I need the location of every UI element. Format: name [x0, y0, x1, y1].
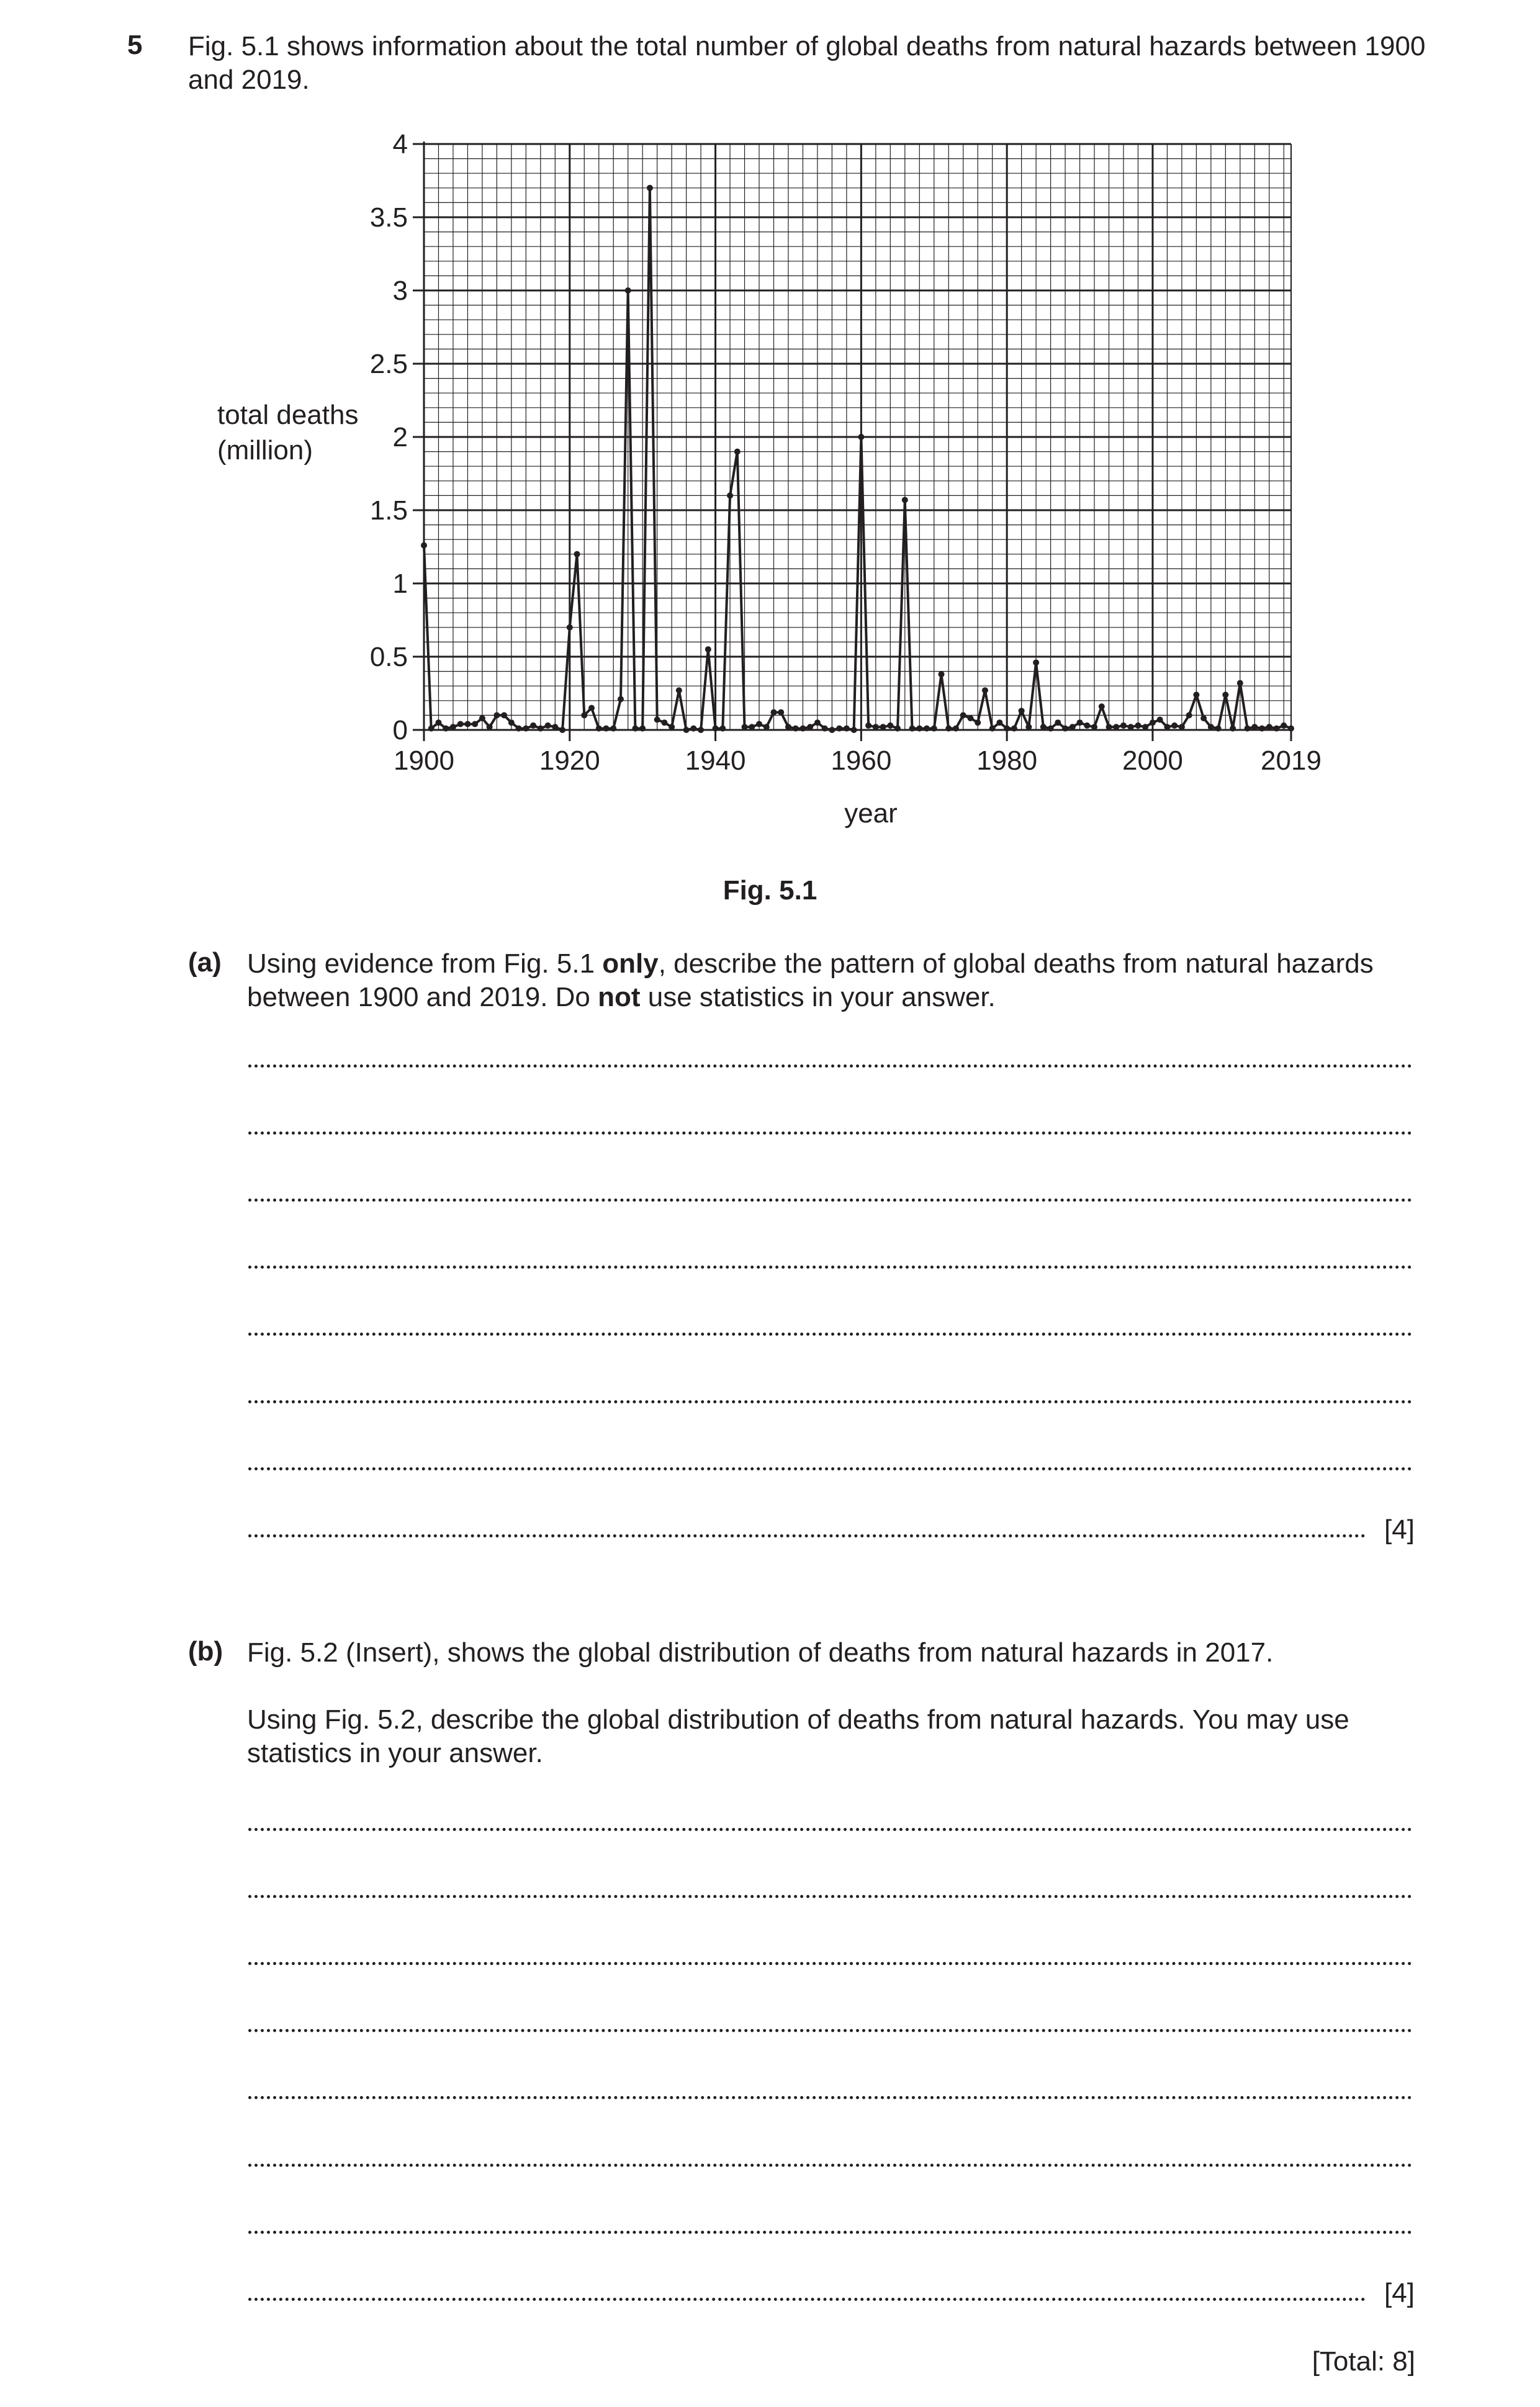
data-point [1150, 719, 1156, 726]
data-point [770, 709, 777, 716]
chart-series [421, 185, 1294, 733]
data-point [538, 726, 544, 732]
data-point [1288, 726, 1294, 732]
data-point [1069, 724, 1076, 730]
data-point [1164, 724, 1170, 730]
data-point [1215, 726, 1222, 732]
answer-line-b4[interactable] [248, 2029, 1412, 2032]
data-point [909, 726, 916, 732]
data-point [705, 646, 711, 652]
data-point [880, 724, 886, 730]
y-tick-label: 4 [392, 129, 408, 160]
total-marks: [Total: 8] [1312, 2346, 1415, 2377]
data-point [807, 724, 813, 730]
data-point [713, 726, 719, 732]
data-point [596, 726, 602, 732]
y-tick-label: 0.5 [369, 642, 408, 672]
data-point [698, 727, 704, 733]
data-point [953, 726, 959, 732]
data-point [581, 712, 587, 718]
data-point [1033, 659, 1039, 665]
data-point [1245, 726, 1251, 732]
data-point [778, 709, 784, 716]
y-tick-label: 3 [392, 276, 408, 306]
data-point [508, 719, 515, 726]
answer-line-a2[interactable] [248, 1132, 1412, 1135]
part-a-bold-not: not [598, 982, 641, 1012]
data-point [516, 726, 522, 732]
data-point [967, 715, 973, 721]
question-number: 5 [127, 30, 143, 60]
part-a-text-2: , describe the pattern of global deaths from natural hazards between 1900 and 2019. Do [247, 948, 1374, 1012]
x-axis-label: year [844, 798, 898, 829]
y-tick-label: 3.5 [369, 202, 408, 233]
part-b-marks: [4] [1384, 2278, 1415, 2308]
data-point [493, 712, 500, 718]
part-a-label: (a) [188, 947, 222, 978]
data-point [916, 726, 922, 732]
data-point [625, 287, 631, 294]
answer-line-a4[interactable] [248, 1266, 1412, 1269]
data-point [1040, 724, 1047, 730]
data-point [865, 722, 871, 729]
part-a-bold-only: only [602, 948, 659, 979]
y-tick-label: 2.5 [369, 349, 408, 379]
y-tick-label: 2 [392, 422, 408, 452]
answer-line-b2[interactable] [248, 1895, 1412, 1898]
data-point [734, 449, 741, 455]
answer-line-a7[interactable] [248, 1467, 1412, 1470]
data-point [632, 726, 638, 732]
data-point [924, 726, 930, 732]
data-point [1077, 719, 1083, 726]
data-point [1099, 703, 1105, 709]
data-point [487, 724, 493, 730]
data-point [472, 721, 478, 727]
data-point [450, 724, 456, 730]
data-point [443, 726, 449, 732]
question-intro: Fig. 5.1 shows information about the total number of global deaths from natural hazards between 1900 and 2019. [188, 31, 1426, 95]
x-tick-label: 2000 [1122, 745, 1183, 776]
part-a-question [247, 947, 1414, 1014]
data-point [1200, 715, 1207, 721]
data-point [1004, 726, 1010, 732]
x-tick-label: 1980 [976, 745, 1038, 776]
data-point [1237, 680, 1243, 686]
data-point [902, 497, 908, 503]
y-tick-label: 1.5 [369, 495, 408, 526]
data-point [829, 727, 835, 733]
data-point [647, 185, 653, 191]
data-point [858, 434, 864, 440]
data-point [1120, 722, 1127, 729]
data-point [996, 719, 1002, 726]
data-point [1274, 726, 1280, 732]
part-b-question: Using Fig. 5.2, describe the global distribution of deaths from natural hazards. You may use statistics in your answer. [247, 1704, 1349, 1768]
part-a-text-1: Using evidence from Fig. 5.1 [247, 948, 603, 979]
data-point [727, 492, 733, 498]
part-a-marks: [4] [1384, 1514, 1415, 1545]
data-point [939, 671, 945, 677]
data-point [552, 724, 558, 730]
answer-line-a6[interactable] [248, 1400, 1412, 1403]
data-point [610, 726, 616, 732]
data-point [457, 721, 464, 727]
data-point [464, 721, 471, 727]
data-point [873, 724, 879, 730]
data-point [428, 726, 435, 732]
answer-line-b5[interactable] [248, 2096, 1412, 2099]
chart-grid [424, 144, 1291, 730]
data-point [435, 719, 441, 726]
data-point [690, 726, 696, 732]
series-line [424, 188, 1291, 730]
data-point [814, 719, 821, 726]
data-point [1011, 726, 1017, 732]
data-point [501, 712, 507, 718]
part-b-intro: Fig. 5.2 (Insert), shows the global distribution of deaths from natural hazards in 2017. [247, 1637, 1274, 1668]
x-tick-label: 1960 [831, 745, 892, 776]
data-point [1048, 726, 1054, 732]
data-point [1281, 722, 1287, 729]
data-point [894, 726, 901, 732]
data-point [661, 719, 667, 726]
data-point [1055, 719, 1061, 726]
data-point [982, 687, 988, 693]
data-point [1025, 724, 1032, 730]
deaths-line-chart [0, 0, 1540, 869]
data-point [844, 726, 850, 732]
part-a-text-3: use statistics in your answer. [640, 982, 996, 1012]
data-point [603, 726, 609, 732]
y-tick-label: 1 [392, 569, 408, 599]
data-point [545, 722, 551, 729]
data-point [1259, 726, 1265, 732]
data-point [618, 696, 624, 702]
data-point [421, 542, 427, 549]
data-point [785, 724, 791, 730]
data-point [989, 726, 996, 732]
data-point [799, 726, 806, 732]
data-point [822, 726, 828, 732]
data-point [1062, 726, 1068, 732]
answer-line-b3[interactable] [248, 1962, 1412, 1965]
data-point [1171, 722, 1178, 729]
data-point [793, 726, 799, 732]
answer-line-b8[interactable] [248, 2298, 1366, 2301]
data-point [1019, 708, 1025, 714]
data-point [639, 726, 646, 732]
answer-line-b1[interactable] [248, 1828, 1412, 1831]
data-point [1251, 724, 1258, 730]
data-point [1157, 716, 1163, 722]
data-point [530, 722, 536, 729]
data-point [1179, 724, 1185, 730]
data-point [763, 724, 770, 730]
data-point [1142, 724, 1148, 730]
data-point [756, 721, 762, 727]
y-tick-label: 0 [392, 715, 408, 745]
answer-line-a3[interactable] [248, 1199, 1412, 1202]
answer-line-a8[interactable] [248, 1534, 1366, 1537]
data-point [669, 724, 675, 730]
part-b-label: (b) [188, 1636, 223, 1667]
y-axis-label-line1: total deaths [217, 400, 359, 430]
data-point [1084, 722, 1090, 729]
data-point [1193, 691, 1199, 698]
answer-line-b6[interactable] [248, 2164, 1412, 2167]
answer-line-a5[interactable] [248, 1333, 1412, 1336]
data-point [1208, 724, 1214, 730]
data-point [574, 551, 580, 557]
data-point [559, 727, 565, 733]
x-tick-label: 1900 [394, 745, 454, 776]
data-point [1113, 724, 1119, 730]
data-point [749, 724, 755, 730]
data-point [654, 716, 660, 722]
data-point [1135, 722, 1141, 729]
data-point [887, 722, 893, 729]
data-point [975, 719, 981, 726]
x-tick-label: 1920 [539, 745, 600, 776]
data-point [567, 624, 573, 631]
x-tick-label: 2019 [1261, 745, 1322, 776]
data-point [1266, 724, 1272, 730]
answer-line-b7[interactable] [248, 2231, 1412, 2234]
chart-ticks [370, 129, 1322, 776]
data-point [1091, 724, 1097, 730]
data-point [851, 727, 857, 733]
data-point [931, 726, 937, 732]
data-point [960, 712, 966, 718]
data-point [479, 715, 485, 721]
data-point [588, 705, 595, 711]
data-point [1186, 712, 1192, 718]
data-point [719, 726, 726, 732]
data-point [523, 726, 529, 732]
figure-caption: Fig. 5.1 [723, 875, 817, 906]
data-point [1106, 724, 1112, 730]
y-axis-label-line2: (million) [217, 435, 313, 466]
data-point [683, 727, 690, 733]
answer-line-a1[interactable] [248, 1064, 1412, 1068]
data-point [1128, 724, 1134, 730]
data-point [945, 726, 952, 732]
data-point [1222, 691, 1228, 698]
data-point [1230, 726, 1236, 732]
data-point [676, 687, 682, 693]
data-point [836, 726, 842, 732]
x-tick-label: 1940 [685, 745, 746, 776]
data-point [742, 724, 748, 730]
